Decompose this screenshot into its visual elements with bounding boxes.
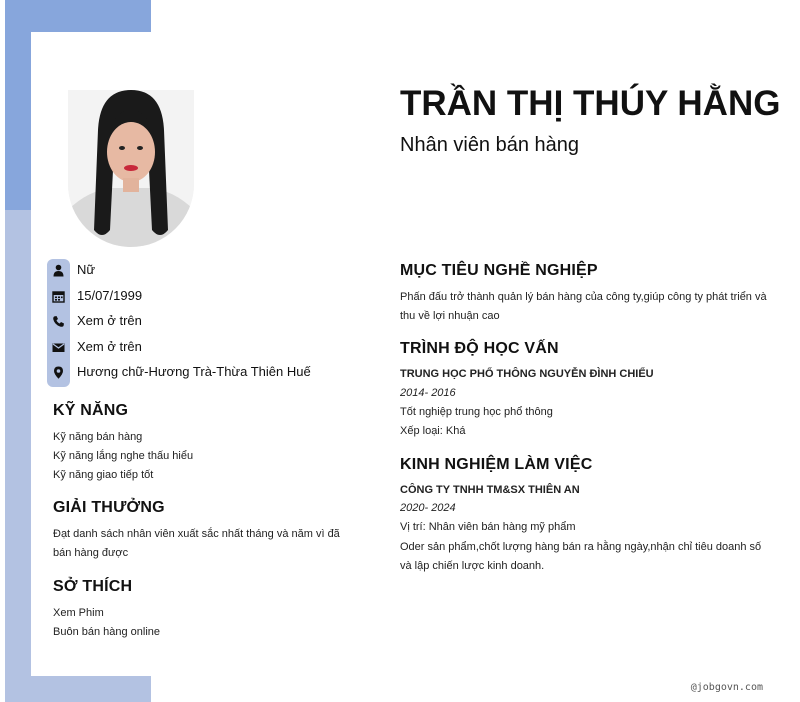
education-grade: Xếp loại: Khá bbox=[400, 425, 466, 437]
education-period: 2014- 2016 bbox=[400, 387, 456, 399]
hobbies-title: SỞ THÍCH bbox=[53, 578, 133, 595]
hobby-item: Buôn bán hàng online bbox=[53, 626, 161, 638]
objective-text: Phấn đấu trở thành quản lý bán hàng của công ty,giúp công ty phát triển và thu về lợi nhuận cao bbox=[400, 291, 767, 322]
skills-title: KỸ NĂNG bbox=[53, 402, 129, 419]
education-title: TRÌNH ĐỘ HỌC VẤN bbox=[400, 340, 559, 357]
candidate-name: TRẦN THỊ THÚY HẰNG bbox=[400, 84, 781, 123]
awards-title: GIẢI THƯỞNG bbox=[53, 499, 165, 516]
education-degree: Tốt nghiệp trung học phổ thông bbox=[400, 406, 553, 418]
skill-item: Kỹ năng giao tiếp tốt bbox=[53, 469, 154, 481]
objective-title: MỤC TIÊU NGHỀ NGHIỆP bbox=[400, 262, 598, 279]
contact-gender: Nữ bbox=[77, 262, 96, 277]
location-pin-icon bbox=[52, 366, 65, 379]
person-icon bbox=[52, 264, 65, 277]
skill-item: Kỹ năng lắng nghe thấu hiểu bbox=[53, 450, 194, 462]
experience-period: 2020- 2024 bbox=[400, 502, 456, 514]
mail-icon bbox=[52, 341, 65, 354]
contact-birthdate: 15/07/1999 bbox=[77, 288, 143, 303]
hobby-item: Xem Phim bbox=[53, 607, 104, 619]
experience-title: KINH NGHIỆM LÀM VIỆC bbox=[400, 456, 593, 473]
phone-icon bbox=[52, 315, 65, 328]
watermark: @jobgovn.com bbox=[690, 682, 763, 693]
contact-phone: Xem ở trên bbox=[77, 313, 142, 328]
experience-description: Oder sản phẩm,chốt lượng hàng bán ra hằng ngày,nhận chỉ tiêu doanh số và lập chiến lược kinh doanh. bbox=[400, 541, 762, 572]
skill-item: Kỹ năng bán hàng bbox=[53, 431, 143, 443]
calendar-icon bbox=[52, 290, 65, 303]
education-school: TRUNG HỌC PHỔ THÔNG NGUYỄN ĐÌNH CHIỂU bbox=[400, 368, 654, 380]
job-title: Nhân viên bán hàng bbox=[400, 134, 580, 156]
experience-position: Vị trí: Nhân viên bán hàng mỹ phẩm bbox=[400, 521, 576, 533]
contact-email: Xem ở trên bbox=[77, 339, 142, 354]
contact-address: Hương chữ-Hương Trà-Thừa Thiên Huế bbox=[77, 364, 311, 379]
awards-text: Đạt danh sách nhân viên xuất sắc nhất tháng và năm vì đã bán hàng được bbox=[53, 528, 340, 559]
profile-photo bbox=[68, 90, 194, 247]
experience-company: CÔNG TY TNHH TM&SX THIÊN AN bbox=[400, 484, 580, 496]
